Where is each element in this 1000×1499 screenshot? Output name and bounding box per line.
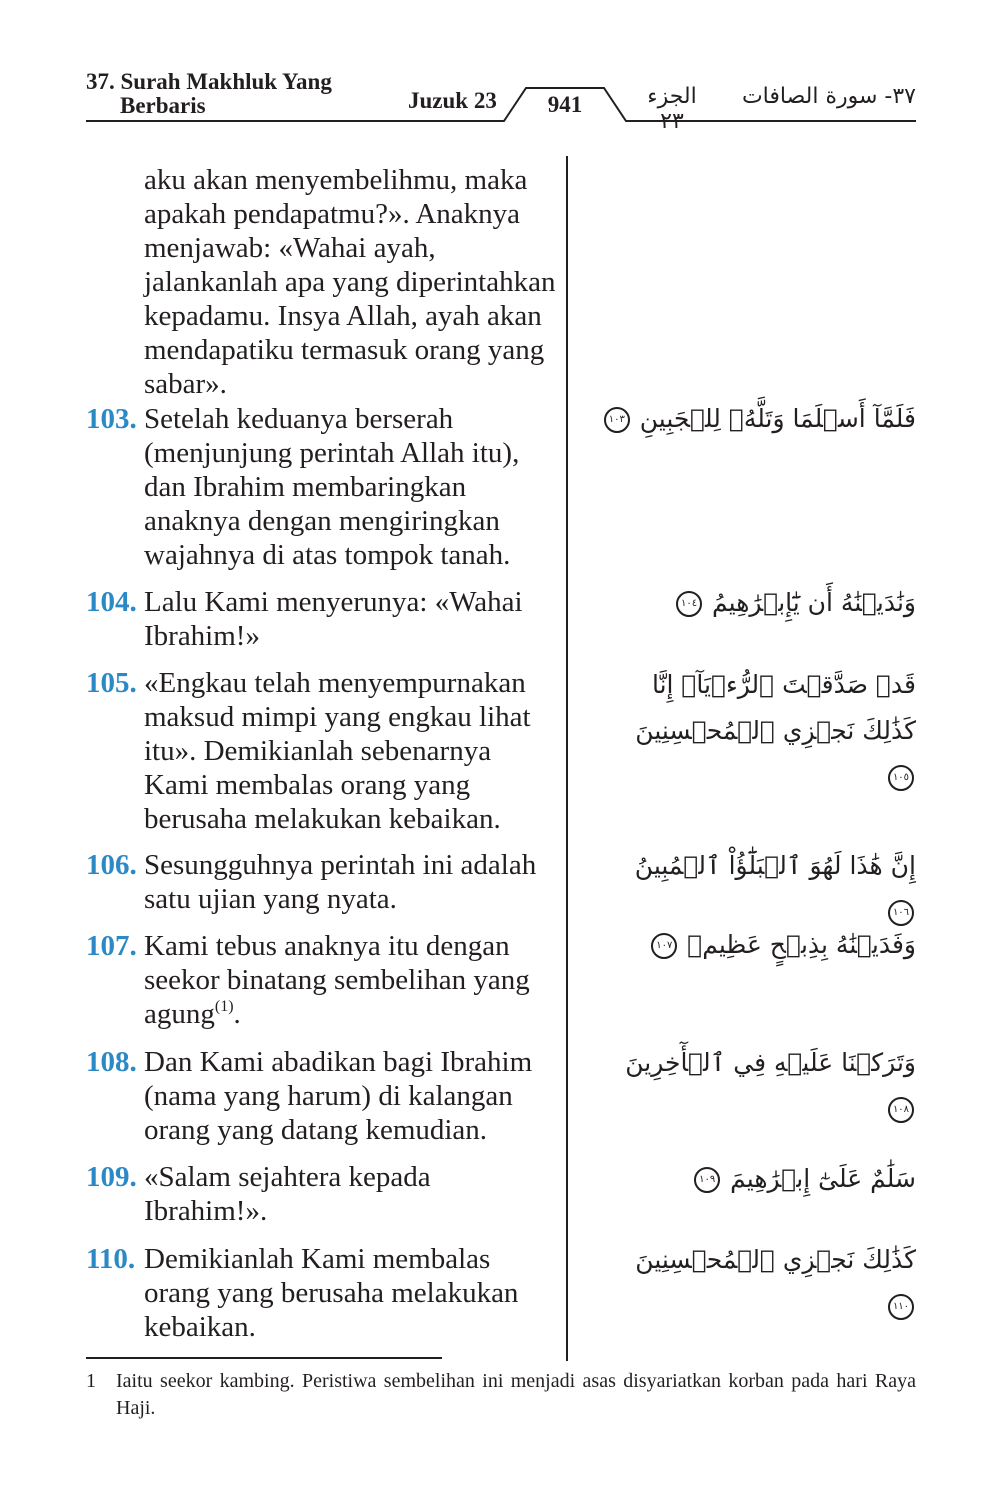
verse-number: 106. [86, 849, 137, 881]
verse-104 [86, 585, 556, 653]
continuation-text: aku akan menyembelihmu, maka apakah pendapatmu?». Anaknya menjawab: «Wahai ayah, jalankanlah apa yang diperintahkan kepadamu. Insya Allah, ayah akan mendapatiku termasuk orang yang sabar». [144, 164, 556, 400]
verse-number: 105. [86, 667, 137, 699]
arabic-verse-105 [600, 662, 916, 800]
ayah-end-marker: ١٠٨ [888, 1097, 914, 1123]
verse-number: 107. [86, 930, 137, 962]
verse-110 [86, 1242, 556, 1344]
surah-title-line2: Berbaris [120, 93, 206, 118]
arabic-text: وَنَٰدَيۡنَٰهُ أَن يَٰٓإِبۡرَٰهِيمُ [712, 588, 916, 617]
verse-105 [86, 666, 556, 836]
verse-108 [86, 1045, 556, 1147]
verse-number: 110. [86, 1243, 136, 1275]
arabic-text: وَفَدَيۡنَٰهُ بِذِبۡحٍ عَظِيمٖ [687, 930, 916, 959]
verse-translation: «Salam sejahtera kepada Ibrahim!». [144, 1161, 431, 1227]
ayah-end-marker: ١١٠ [888, 1294, 914, 1320]
header-rule [0, 0, 1000, 130]
verse-translation: Lalu Kami menyerunya: «Wahai Ibrahim!» [144, 586, 523, 652]
verse-number: 108. [86, 1046, 137, 1078]
verse-translation: Demikianlah Kami membalas orang yang berusaha melakukan kebaikan. [144, 1243, 519, 1343]
verse-109 [86, 1160, 556, 1228]
verse-103 [86, 402, 556, 572]
continuation-paragraph [86, 163, 556, 401]
footnote-text: Iaitu seekor kambing. Peristiwa sembelihan ini menjadi asas disyariatkan korban pada hari Raya Haji. [116, 1370, 916, 1419]
juzuk-label: Juzuk 23 [408, 88, 497, 113]
ayah-end-marker: ١٠٥ [888, 765, 914, 791]
arabic-text: قَدۡ صَدَّقۡتَ ٱلرُّءۡيَآۚ إِنَّا كَذَٰلِكَ نَجۡزِي ٱلۡمُحۡسِنِينَ [635, 670, 916, 745]
verse-number: 109. [86, 1161, 137, 1193]
arabic-text: سَلَٰمٌ عَلَىٰٓ إِبۡرَٰهِيمَ [730, 1164, 916, 1193]
verse-107 [86, 929, 556, 1031]
arabic-juz-label: الجزء ٢٣ [647, 84, 697, 134]
arabic-verse-103 [600, 396, 916, 442]
ayah-end-marker: ١٠٦ [888, 900, 914, 926]
footnote [86, 1368, 916, 1422]
column-divider [566, 156, 568, 1361]
arabic-text: فَلَمَّآ أَسۡلَمَا وَتَلَّهُۥ لِلۡجَبِينِ [639, 404, 916, 433]
surah-title-line1: 37. Surah Makhluk Yang [86, 69, 332, 94]
verse-translation: Dan Kami abadikan bagi Ibrahim (nama yang harum) di kalangan orang yang datang kemudian. [144, 1046, 533, 1146]
ayah-end-marker: ١٠٧ [651, 933, 677, 959]
verse-translation: Sesungguhnya perintah ini adalah satu ujian yang nyata. [144, 849, 537, 915]
arabic-verse-108 [600, 1040, 916, 1132]
page-number: 941 [547, 92, 583, 117]
footnote-number: 1 [86, 1370, 96, 1392]
arabic-verse-110 [600, 1237, 916, 1329]
arabic-verse-109 [600, 1156, 916, 1202]
ayah-end-marker: ١٠٤ [676, 591, 702, 617]
verse-106 [86, 848, 556, 916]
verse-translation: «Engkau telah menyempurnakan maksud mimpi yang engkau lihat itu». Demikianlah sebenarnya Kami membalas orang yang berusaha melakukan kebaikan. [144, 667, 531, 835]
ayah-end-marker: ١٠٣ [604, 407, 630, 433]
arabic-verse-107 [600, 922, 916, 968]
arabic-text: إِنَّ هَٰذَا لَهُوَ ٱلۡبَلَٰٓؤُاْ ٱلۡمُبِينُ [634, 851, 916, 880]
header-rule-line [86, 88, 916, 121]
footnote-reference[interactable]: (1) [214, 998, 234, 1015]
verse-translation: Setelah keduanya berserah (menjunjung perintah Allah itu), dan Ibrahim membaringkan anaknya dengan mengiringkan wajahnya di atas tompok tanah. [144, 403, 520, 571]
footnote-rule [86, 1357, 442, 1359]
arabic-text: وَتَرَكۡنَا عَلَيۡهِ فِي ٱلۡأٓخِرِينَ [625, 1048, 916, 1077]
verse-translation-end: . [233, 998, 241, 1030]
arabic-surah-title: ٣٧- سورة الصافات [741, 84, 916, 109]
arabic-verse-104 [600, 580, 916, 626]
verse-translation [144, 929, 556, 1031]
verse-number: 103. [86, 403, 137, 435]
verse-translation-text: Kami tebus anaknya itu dengan seekor binatang sembelihan yang agung [144, 930, 530, 1030]
verse-number: 104. [86, 586, 137, 618]
arabic-text: كَذَٰلِكَ نَجۡزِي ٱلۡمُحۡسِنِينَ [635, 1245, 916, 1274]
ayah-end-marker: ١٠٩ [694, 1167, 720, 1193]
